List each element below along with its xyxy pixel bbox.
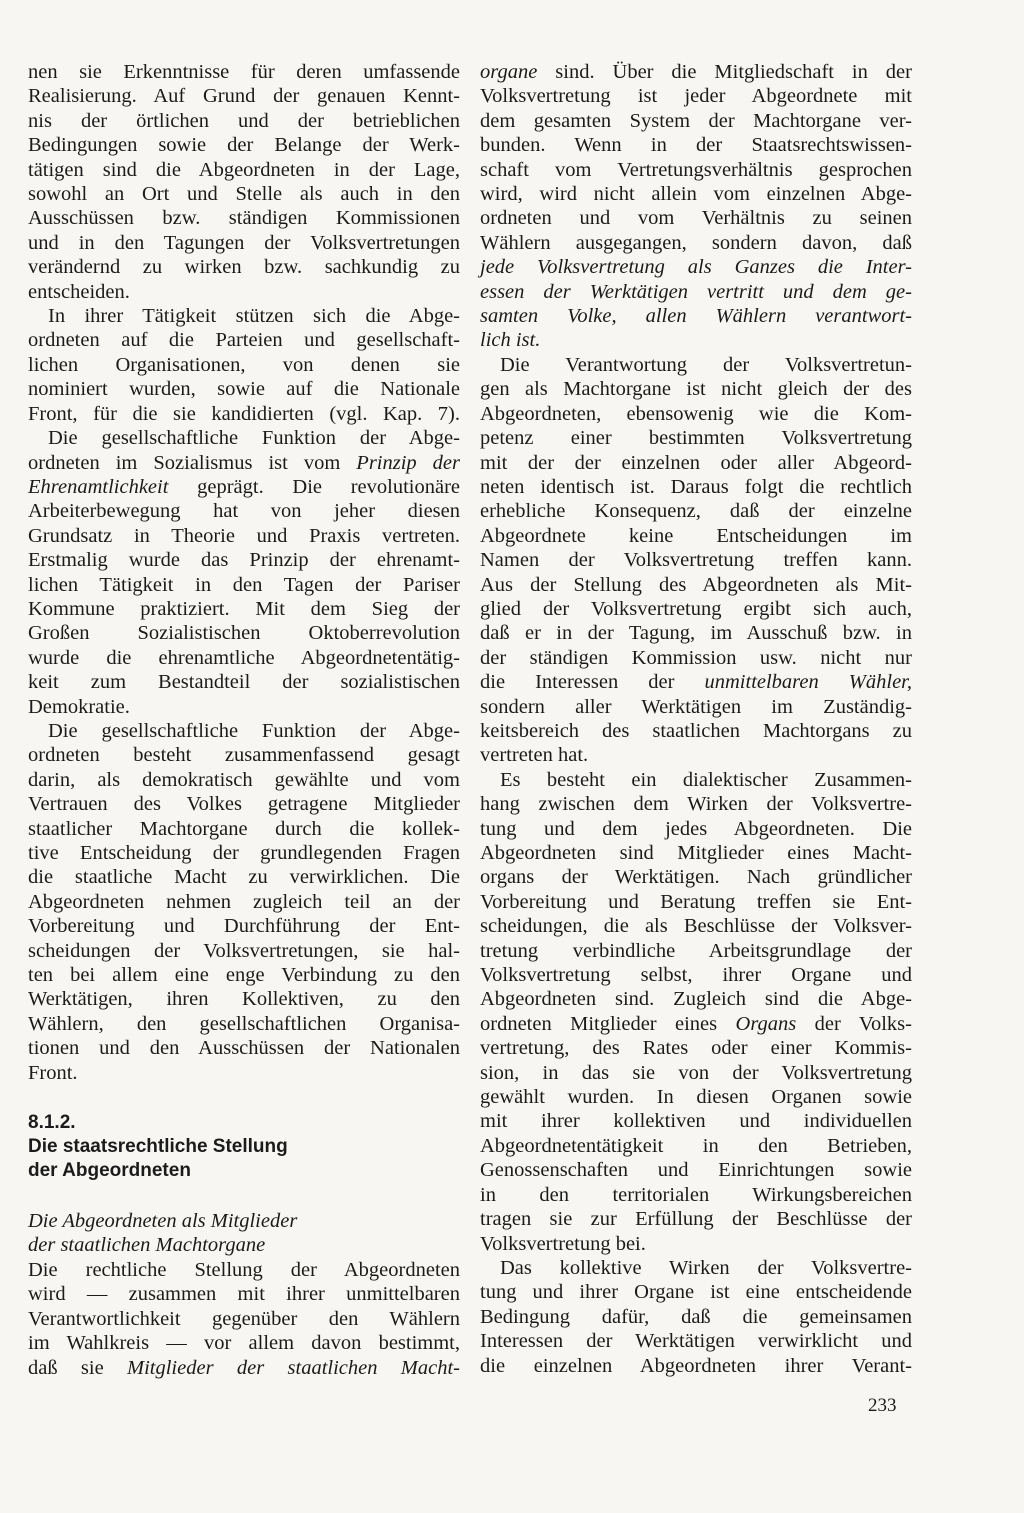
text-line: Vorbereitung und Beratung treffen sie Ent- <box>480 890 912 913</box>
text-line: Ausschüssen bzw. ständigen Kommissionen <box>28 207 460 230</box>
text-line: staatlicher Machtorgane durch die kollek- <box>28 817 460 840</box>
text-line: Grundsatz in Theorie und Praxis vertreten. <box>28 524 460 547</box>
text-line: sowohl an Ort und Stelle als auch in den <box>28 183 460 206</box>
text-line: vertretung, des Rates oder einer Kommis- <box>480 1037 912 1060</box>
text-line: Volksvertretung selbst, ihrer Organe und <box>480 964 912 987</box>
italic-text: Mitglieder der staatlichen Macht- <box>127 1356 460 1379</box>
text-line: organs der Werktätigen. Nach gründlicher <box>480 866 912 889</box>
text-line: Werktätigen, ihren Kollektiven, zu den <box>28 988 460 1011</box>
text-line: gen als Machtorgane ist nicht gleich der des <box>480 378 912 401</box>
italic-text: Ehrenamtlichkeit <box>28 475 169 498</box>
text-line: Es besteht ein dialektischer Zusammen- <box>500 768 912 791</box>
text-line: tionen und den Ausschüssen der Nationalen <box>28 1037 460 1060</box>
text-line: keit zum Bestandteil der sozialistischen <box>28 671 460 694</box>
text-line: darin, als demokratisch gewählte und vom <box>28 768 460 791</box>
text-line: Front. <box>28 1061 78 1084</box>
text-line: Bedingungen sowie der Belange der Werk- <box>28 134 460 157</box>
text-line: keitsbereich des staatlichen Machtorgans zu <box>480 719 912 742</box>
text-line: Vorbereitung und Durchführung der Ent- <box>28 915 460 938</box>
italic-text: Prinzip der <box>356 451 460 474</box>
text-line: wird — zusammen mit ihrer unmittelbaren <box>28 1283 460 1306</box>
text-line: mit der der einzelnen oder aller Abgeord- <box>480 451 912 474</box>
subsection-heading <box>28 1209 460 1258</box>
spacer <box>28 1183 460 1209</box>
italic-line: jede Volksvertretung als Ganzes die Inter- <box>480 256 912 279</box>
text-line: im Wahlkreis — vor allem davon bestimmt, <box>28 1332 460 1355</box>
text-line: daß er in der Tagung, im Ausschuß bzw. in <box>480 622 912 645</box>
text-line: mit ihrer kollektiven und individuellen <box>480 1110 912 1133</box>
text-line: tung und ihrer Organe ist eine entscheidende <box>480 1281 912 1304</box>
text-line: in den territorialen Wirkungsbereichen <box>480 1183 912 1206</box>
text-line: Demokratie. <box>28 695 130 718</box>
subtitle-line: der staatlichen Machtorgane <box>28 1234 266 1257</box>
text-line: Abgeordneten sind Mitglieder eines Macht- <box>480 842 912 864</box>
text-line: bunden. Wenn in der Staatsrechtswissen- <box>480 134 912 157</box>
text-line: Abgeordnete keine Entscheidungen im <box>480 524 912 547</box>
paragraph <box>28 304 460 426</box>
text-run: daß sie <box>28 1356 128 1379</box>
text-line: scheidungen, die als Beschlüsse der Volksver- <box>480 915 912 938</box>
text-line: wurde die ehrenamtliche Abgeordnetentätig- <box>28 646 460 669</box>
text-line: Namen der Volksvertretung treffen kann. <box>480 549 912 572</box>
text-line: Erstmalig wurde das Prinzip der ehrenamt- <box>28 549 460 572</box>
paragraph <box>480 60 912 353</box>
text-line: Vertrauen des Volkes getragene Mitglieder <box>28 793 460 816</box>
right-column <box>480 60 912 1378</box>
text-line: lichen Organisationen, von denen sie <box>28 353 460 376</box>
text-line: Das kollektive Wirken der Volksvertre- <box>500 1256 912 1279</box>
text-line: Interessen der Werktätigen verwirklicht und <box>480 1330 912 1353</box>
text-line: Front, für die sie kandidierten (vgl. Kap. 7). <box>28 402 460 425</box>
text-line: verändernd zu wirken bzw. sachkundig zu <box>28 256 460 279</box>
text-line: tretung verbindliche Arbeitsgrundlage der <box>480 939 912 962</box>
paragraph <box>480 353 912 768</box>
text-line: vertreten hat. <box>480 744 589 767</box>
text-run: ordneten im Sozialismus ist vom <box>28 451 357 474</box>
text-line: ordneten und vom Verhältnis zu seinen <box>480 207 912 230</box>
text-line: Großen Sozialistischen Oktoberrevolution <box>28 622 460 645</box>
text-line: und in den Tagungen der Volksvertretungen <box>28 231 460 254</box>
text-line: Abgeordneten, ebensowenig wie die Kom- <box>480 402 912 425</box>
paragraph <box>480 768 912 1256</box>
italic-text: organe <box>480 61 538 83</box>
text-line: tragen sie zur Erfüllung der Beschlüsse der <box>480 1208 912 1231</box>
text-line: hang zwischen dem Wirken der Volksvertre- <box>480 793 912 816</box>
text-line: Realisierung. Auf Grund der genauen Kennt- <box>28 85 460 108</box>
text-line: Arbeiterbewegung hat von jeher diesen <box>28 500 460 523</box>
text-line <box>480 60 912 84</box>
section-heading <box>28 1111 460 1183</box>
text-run: die Interessen der <box>480 671 705 694</box>
text-line: ordneten auf die Parteien und gesellschaft- <box>28 329 460 352</box>
text-line: Kommune praktiziert. Mit dem Sieg der <box>28 597 460 620</box>
text-line: erhebliche Konsequenz, daß der einzelne <box>480 500 912 523</box>
paragraph <box>28 60 460 304</box>
text-line: ordneten besteht zusammenfassend gesagt <box>28 744 460 767</box>
text-run: ordneten Mitglieder eines <box>480 1012 736 1035</box>
text-line: Die gesellschaftliche Funktion der Abge- <box>48 719 460 742</box>
text-run: sind. Über die Mitgliedschaft in der <box>537 61 912 83</box>
text-line: nen sie Erkenntnisse für deren umfassende <box>28 61 460 83</box>
text-line: sion, in das sie von der Volksvertretung <box>480 1061 912 1084</box>
text-line: Wählern ausgegangen, sondern davon, daß <box>480 231 912 254</box>
text-line: Die Verantwortung der Volksvertretun- <box>500 353 912 376</box>
text-line: Volksvertretung ist jeder Abgeordnete mit <box>480 85 912 108</box>
text-line: petenz einer bestimmten Volksvertretung <box>480 427 912 450</box>
text-line: wird, wird nicht allein vom einzelnen Abge- <box>480 183 912 206</box>
text-line: Abgeordnetentätigkeit in den Betrieben, <box>480 1134 912 1157</box>
subtitle-line: Die Abgeordneten als Mitglieder <box>28 1210 298 1233</box>
text-line: Verantwortlichkeit gegenüber den Wählern <box>28 1307 460 1330</box>
text-line: glied der Volksvertretung ergibt sich auch, <box>480 597 912 620</box>
italic-line: essen der Werktätigen vertritt und dem ge- <box>480 280 912 303</box>
text-line: Die rechtliche Stellung der Abgeordneten <box>28 1258 460 1281</box>
text-line: die einzelnen Abgeordneten ihrer Verant- <box>480 1354 912 1377</box>
section-title: der Abgeordneten <box>28 1160 191 1182</box>
spacer <box>28 1085 460 1111</box>
text-line: neten identisch ist. Daraus folgt die rechtlich <box>480 475 912 498</box>
italic-text: unmittelbaren Wähler, <box>704 671 913 694</box>
paragraph <box>28 719 460 1085</box>
text-run: geprägt. Die revolutionäre <box>168 475 460 498</box>
text-line: entscheiden. <box>28 280 130 303</box>
text-line: der ständigen Kommission usw. nicht nur <box>480 646 912 669</box>
text-line: dem gesamten System der Machtorgane ver- <box>480 109 912 132</box>
text-line: tung und dem jedes Abgeordneten. Die <box>480 817 912 840</box>
text-run: der Volks- <box>796 1012 912 1035</box>
text-line: In ihrer Tätigkeit stützen sich die Abge- <box>48 305 460 328</box>
paragraph <box>28 426 460 719</box>
text-line <box>28 1356 460 1380</box>
section-title: Die staatsrechtliche Stellung <box>28 1136 288 1158</box>
text-line: tätigen sind die Abgeordneten in der Lage, <box>28 158 460 181</box>
text-line <box>480 1012 912 1036</box>
page-number: 233 <box>868 1395 897 1416</box>
text-line: schaft vom Vertretungsverhältnis gesprochen <box>480 158 912 181</box>
text-line: die staatliche Macht zu verwirklichen. Die <box>28 866 460 889</box>
text-line: scheidungen der Volksvertretungen, sie hal- <box>28 939 460 962</box>
text-line <box>28 475 460 499</box>
text-line: Abgeordneten nehmen zugleich teil an der <box>28 890 460 913</box>
text-line <box>480 670 912 694</box>
text-line: Bedingung dafür, daß die gemeinsamen <box>480 1305 912 1328</box>
text-line: tive Entscheidung der grundlegenden Fragen <box>28 842 460 864</box>
left-column <box>28 60 460 1380</box>
text-line: ten bei allem eine enge Verbindung zu den <box>28 964 460 987</box>
text-line: Wählern, den gesellschaftlichen Organisa- <box>28 1012 460 1035</box>
text-line: nis der örtlichen und der betrieblichen <box>28 109 460 132</box>
text-line: Volksvertretung bei. <box>480 1232 646 1255</box>
text-line <box>28 451 460 475</box>
text-line: nominiert wurden, sowie auf die Nationale <box>28 378 460 401</box>
text-line: lichen Tätigkeit in den Tagen der Pariser <box>28 573 460 596</box>
text-line: Die gesellschaftliche Funktion der Abge- <box>48 427 460 450</box>
text-line: Genossenschaften und Einrichtungen sowie <box>480 1159 912 1182</box>
text-line: Aus der Stellung des Abgeordneten als Mit- <box>480 573 912 596</box>
text-line: sondern aller Werktätigen im Zuständig- <box>480 695 912 718</box>
text-line: gewählt wurden. In diesen Organen sowie <box>480 1086 912 1109</box>
italic-line: samten Volke, allen Wählern verantwort- <box>480 305 912 328</box>
text-line: Abgeordneten sind. Zugleich sind die Abge- <box>480 988 912 1011</box>
paragraph <box>480 1256 912 1378</box>
section-number: 8.1.2. <box>28 1112 76 1134</box>
italic-text: Organs <box>735 1012 797 1035</box>
italic-line: lich ist. <box>480 329 541 352</box>
paragraph <box>28 1258 460 1380</box>
